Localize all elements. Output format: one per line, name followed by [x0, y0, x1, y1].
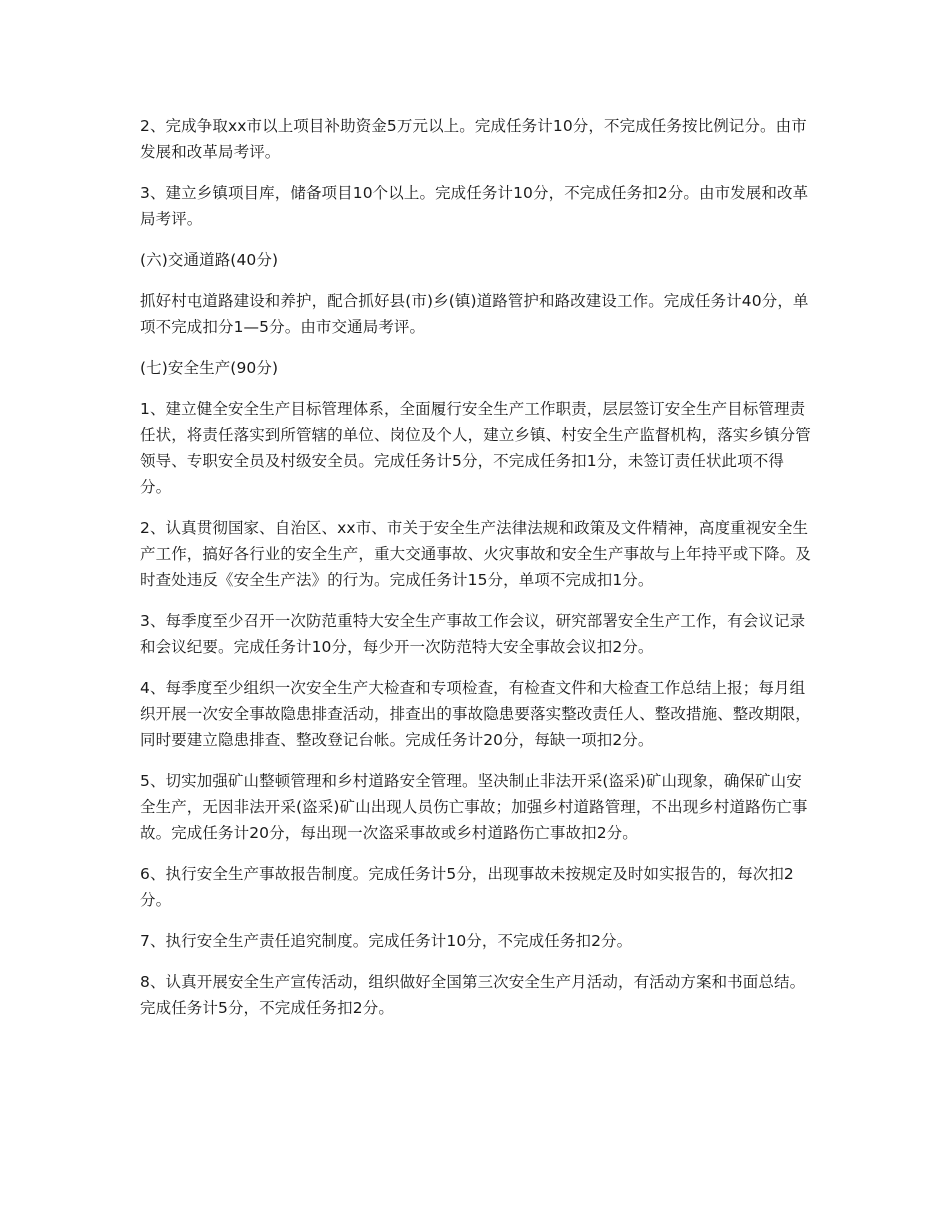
- paragraph-safety-item-2: 2、认真贯彻国家、自治区、xx市、市关于安全生产法律法规和政策及文件精神，高度重视安全生产工作，搞好各行业的安全生产，重大交通事故、火灾事故和安全生产事故与上年持平或下降。及时查处违反《安全生产法》的行为。完成任务计15分，单项不完成扣1分。: [140, 519, 811, 589]
- paragraph-road-construction: 抓好村屯道路建设和养护，配合抓好县(市)乡(镇)道路管护和路改建设工作。完成任务计40分，单项不完成扣分1—5分。由市交通局考评。: [140, 292, 809, 336]
- paragraph-safety-item-5: 5、切实加强矿山整顿管理和乡村道路安全管理。坚决制止非法开采(盗采)矿山现象，确保矿山安全生产，无因非法开采(盗采)矿山出现人员伤亡事故；加强乡村道路管理，不出现乡村道路伤亡事故。完成任务计20分，每出现一次盗采事故或乡村道路伤亡事故扣2分。: [140, 772, 808, 842]
- paragraph-safety-item-6: 6、执行安全生产事故报告制度。完成任务计5分，出现事故未按规定及时如实报告的，每次扣2分。: [140, 865, 794, 909]
- paragraph-safety-item-7: 7、执行安全生产责任追究制度。完成任务计10分，不完成任务扣2分。: [140, 932, 633, 950]
- paragraph-safety-item-8: 8、认真开展安全生产宣传活动，组织做好全国第三次安全生产月活动，有活动方案和书面总结。完成任务计5分，不完成任务扣2分。: [140, 973, 806, 1017]
- paragraph-safety-item-4: 4、每季度至少组织一次安全生产大检查和专项检查，有检查文件和大检查工作总结上报；每月组织开展一次安全事故隐患排查活动，排查出的事故隐患要落实整改责任人、整改措施、整改期限，同时要建立隐患排查、整改登记台帐。完成任务计20分，每缺一项扣2分。: [140, 679, 811, 749]
- section-heading-transport-roads: (六)交通道路(40分): [140, 251, 279, 269]
- paragraph-safety-item-1: 1、建立健全安全生产目标管理体系，全面履行安全生产工作职责，层层签订安全生产目标管理责任状，将责任落实到所管辖的单位、岗位及个人，建立乡镇、村安全生产监督机构，落实乡镇分管领导、专职安全员及村级安全员。完成任务计5分，不完成任务扣1分，未签订责任状此项不得分。: [140, 400, 811, 496]
- section-heading-safety-production: (七)安全生产(90分): [140, 359, 279, 377]
- paragraph-safety-item-3: 3、每季度至少召开一次防范重特大安全生产事故工作会议，研究部署安全生产工作，有会议记录和会议纪要。完成任务计10分，每少开一次防范特大安全事故会议扣2分。: [140, 612, 806, 656]
- paragraph-project-library: 3、建立乡镇项目库，储备项目10个以上。完成任务计10分，不完成任务扣2分。由市发展和改革局考评。: [140, 184, 809, 228]
- paragraph-project-funding: 2、完成争取xx市以上项目补助资金5万元以上。完成任务计10分，不完成任务按比例记分。由市发展和改革局考评。: [140, 117, 807, 161]
